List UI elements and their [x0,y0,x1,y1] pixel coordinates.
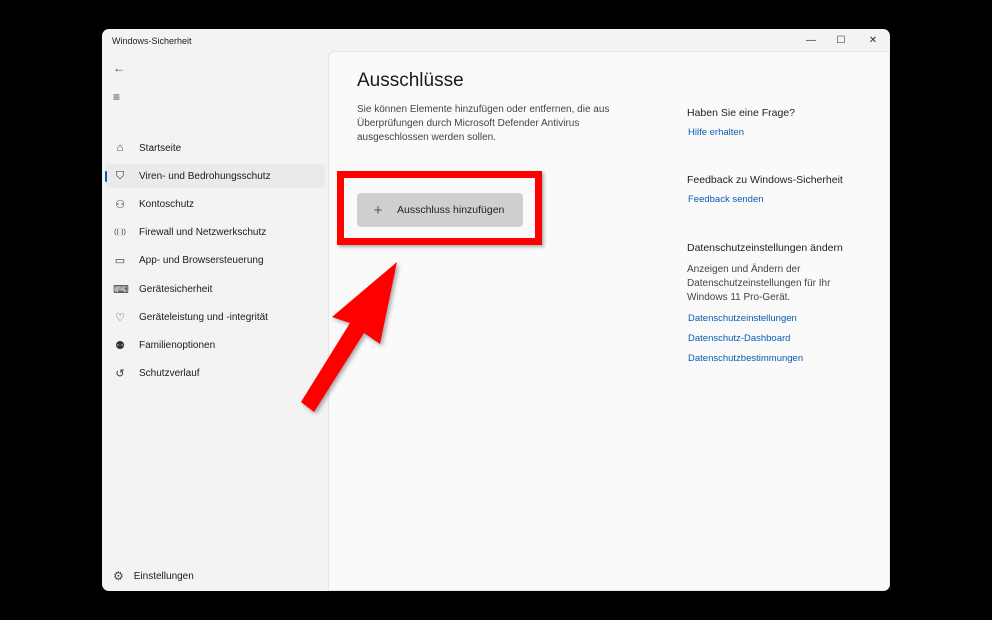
minimize-button[interactable]: — [806,35,816,46]
arrow-shape [301,262,397,412]
back-arrow-icon[interactable]: ← [113,61,125,75]
question-heading: Haben Sie eine Frage? [687,107,795,119]
maximize-button[interactable]: ☐ [836,35,846,46]
gear-icon: ⚙ [113,569,124,583]
family-icon: ⚉ [115,339,125,352]
heart-icon: ♡ [115,311,125,324]
help-link[interactable]: Hilfe erhalten [688,127,744,138]
privacy-statement-link[interactable]: Datenschutzbestimmungen [688,353,804,364]
home-icon: ⌂ [116,142,124,154]
privacy-heading: Datenschutzeinstellungen ändern [687,242,843,254]
feedback-heading: Feedback zu Windows-Sicherheit [687,174,843,186]
page-description: Sie können Elemente hinzufügen oder entfernen, die aus Überprüfungen durch Microsoft Defender Antivirus ausgeschlossen werden sollen. [357,104,610,143]
privacy-text: Anzeigen und Ändern der Datenschutzeinstellungen für Ihr Windows 11 Pro-Gerät. [687,264,831,303]
page-title: Ausschlüsse [357,70,464,91]
sidebar-item-label: Kontoschutz [139,198,195,210]
settings-label: Einstellungen [133,570,194,582]
privacy-dashboard-link[interactable]: Datenschutz-Dashboard [688,333,791,344]
sidebar-item-label: Geräteleistung und -integrität [139,311,268,323]
privacy-settings-link[interactable]: Datenschutzeinstellungen [688,313,797,324]
sidebar-item-label: Firewall und Netzwerkschutz [139,227,267,239]
sidebar-item-label: Familienoptionen [139,339,216,351]
history-icon: ↺ [115,368,125,381]
sidebar-item-label: Startseite [139,142,182,154]
window-title: Windows-Sicherheit [112,36,192,46]
sidebar-item-label: Gerätesicherheit [139,283,213,295]
feedback-link[interactable]: Feedback senden [688,194,764,205]
laptop-icon: ⌨ [113,283,129,296]
wifi-icon: ((·)) [114,229,126,237]
hamburger-menu-icon[interactable]: ≡ [113,90,121,104]
browser-icon: ▭ [114,255,126,268]
close-button[interactable]: ✕ [868,35,878,46]
sidebar-item-label: Schutzverlauf [139,368,200,380]
person-icon: ⚇ [115,198,125,211]
add-exclusion-label: Ausschluss hinzufügen [397,204,505,216]
plus-icon: + [373,201,383,219]
shield-icon: ⛉ [115,169,125,182]
sidebar-item-label: App- und Browsersteuerung [139,255,264,267]
sidebar-item-label: Viren- und Bedrohungsschutz [139,170,271,182]
